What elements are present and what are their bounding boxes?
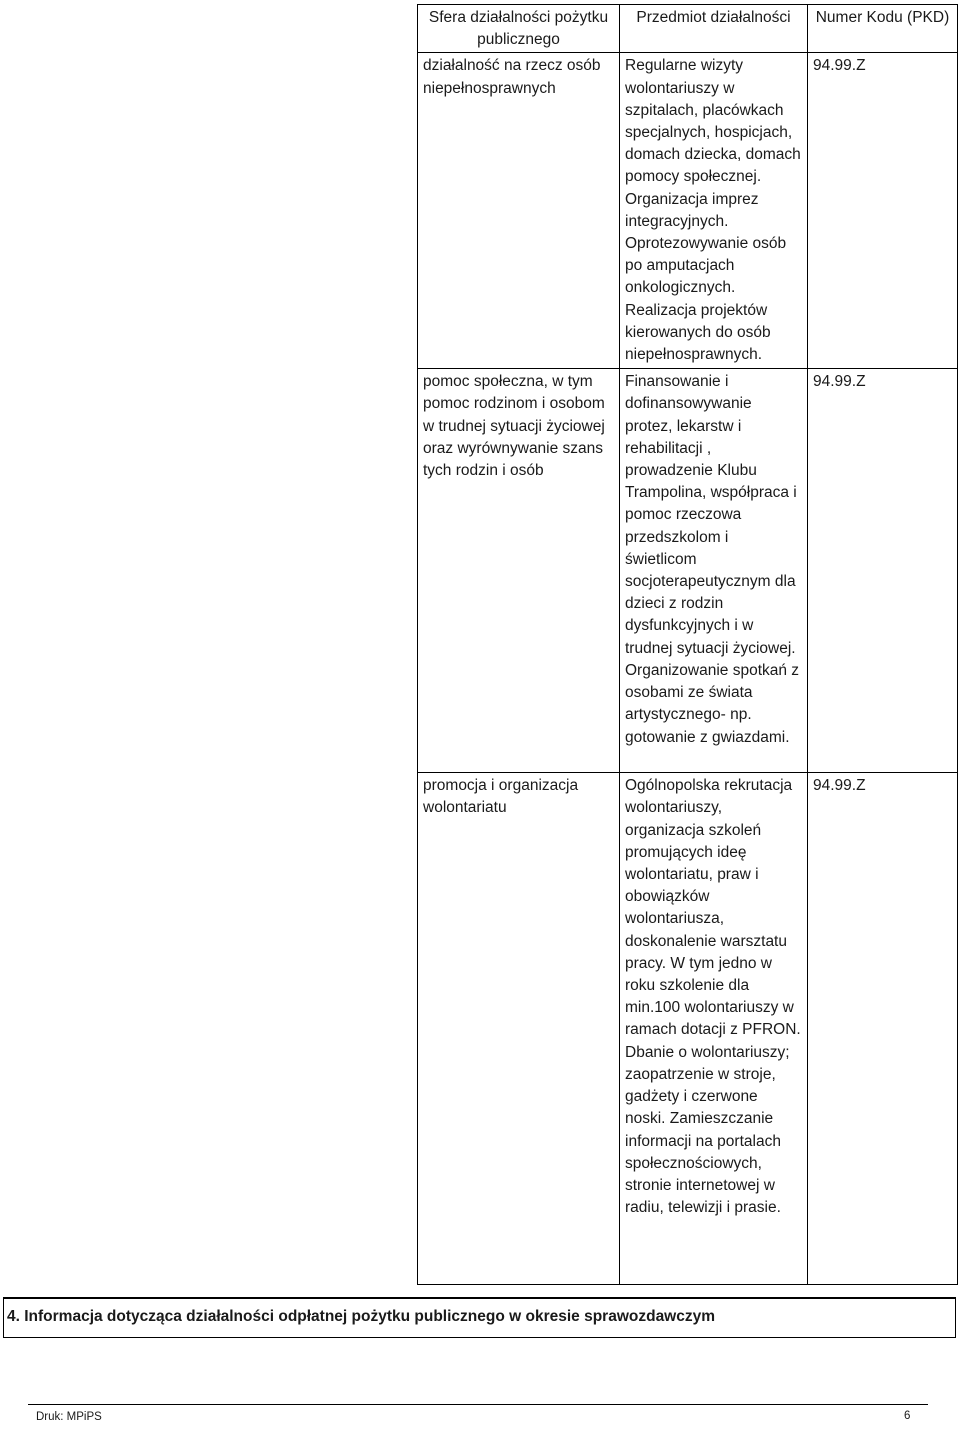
cell-code bbox=[808, 773, 958, 1285]
cell-code bbox=[808, 53, 958, 369]
code-value: 94.99.Z bbox=[813, 777, 866, 795]
header-sphere: Sfera działalności pożytku publicznego bbox=[418, 5, 620, 53]
header-subject: Przedmiot działalności bbox=[620, 5, 808, 53]
cell-subject: Finansowanie i dofinansowywanie protez, lekarstw i rehabilitacji , prowadzenie Klubu Trampolina, współpraca i pomoc rzeczowa przedszkolom i świetlicom socjoterapeutycznym dla dzieci z rodzin dysfunkcyjnych i w trudnej sytuacji życiowej. Organizowanie spotkań z osobami ze świata artystycznego- np. gotowanie z gwiazdami. bbox=[620, 369, 808, 773]
cell-subject: Regularne wizyty wolontariuszy w szpitalach, placówkach specjalnych, hospicjach, domach dziecka, domach pomocy społecznej. Organizacja imprez integracyjnych. Oprotezowywanie osób po amputacjach onkologicznych. Realizacja projektów kierowanych do osób niepełnosprawnych. bbox=[620, 53, 808, 369]
cell-code bbox=[808, 369, 958, 773]
footer-divider bbox=[28, 1404, 928, 1405]
table-row bbox=[418, 369, 958, 773]
header-code: Numer Kodu (PKD) bbox=[808, 5, 958, 53]
cell-sphere: promocja i organizacja wolontariatu bbox=[418, 773, 620, 1285]
activity-table bbox=[417, 4, 958, 1285]
page-number: 6 bbox=[904, 1410, 911, 1422]
table-header-row bbox=[418, 5, 958, 53]
table-row bbox=[418, 773, 958, 1285]
cell-sphere: pomoc społeczna, w tym pomoc rodzinom i osobom w trudnej sytuacji życiowej oraz wyrównywanie szans tych rodzin i osób bbox=[418, 369, 620, 773]
code-value: 94.99.Z bbox=[813, 373, 866, 391]
footer-print-label: Druk: MPiPS bbox=[36, 1411, 102, 1423]
cell-sphere: działalność na rzecz osób niepełnosprawnych bbox=[418, 53, 620, 369]
section-4-heading: 4. Informacja dotycząca działalności odpłatnej pożytku publicznego w okresie sprawozdawczym bbox=[3, 1297, 956, 1338]
code-value: 94.99.Z bbox=[813, 57, 866, 75]
cell-subject: Ogólnopolska rekrutacja wolontariuszy, organizacja szkoleń promujących ideę wolontariatu, praw i obowiązków wolontariusza, doskonalenie warsztatu pracy. W tym jedno w roku szkolenie dla min.100 wolontariuszy w ramach dotacji z PFRON. Dbanie o wolontariuszy; zaopatrzenie w stroje, gadżety i czerwone noski. Zamieszczanie informacji na portalach społecznościowych, stronie internetowej w radiu, telewizji i prasie. bbox=[620, 773, 808, 1285]
table-row bbox=[418, 53, 958, 369]
